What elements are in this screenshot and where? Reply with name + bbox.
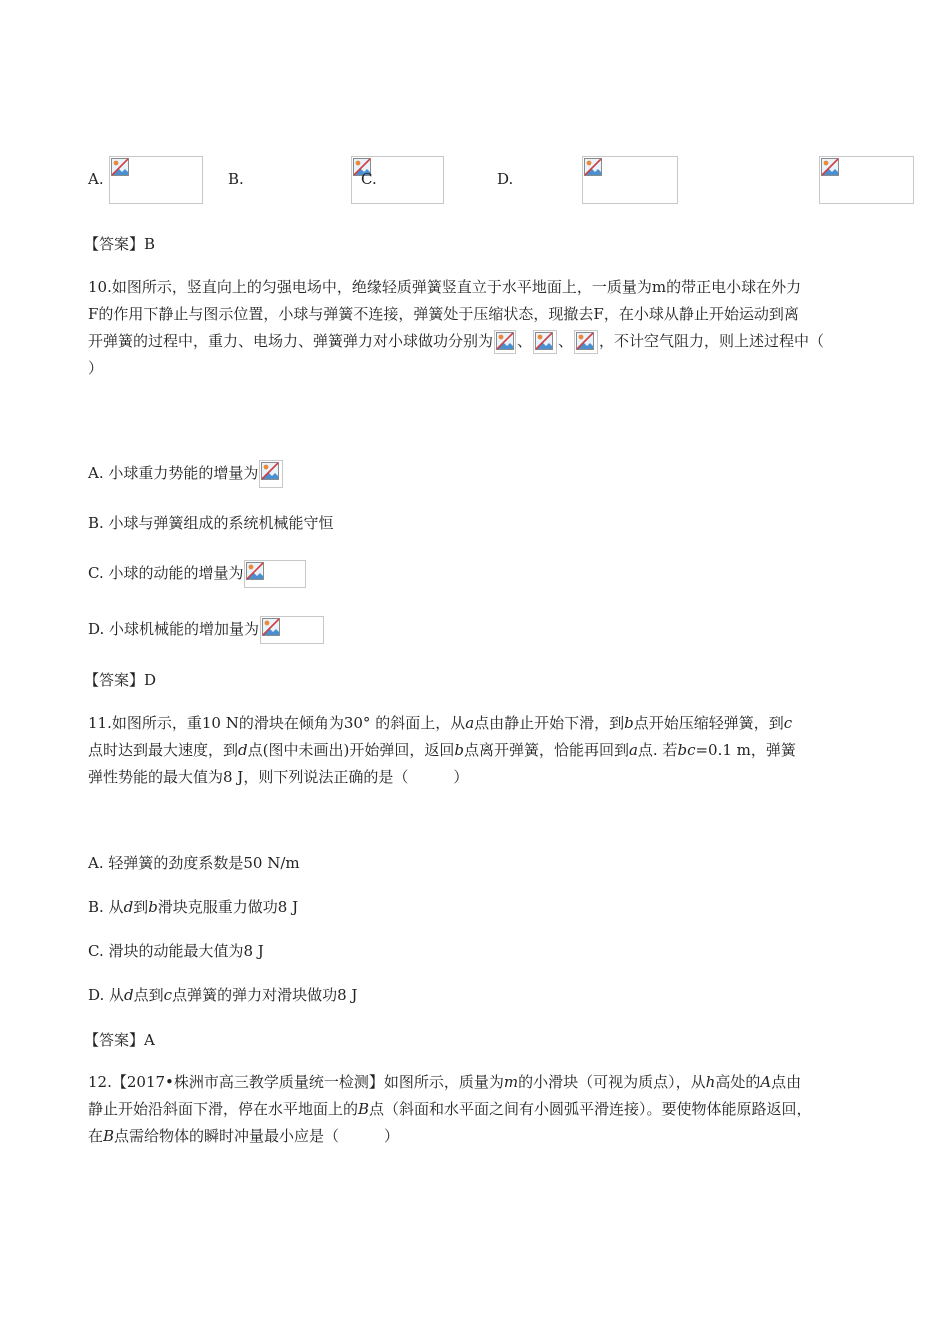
q10-option-a: A. 小球重力势能的增量为: [88, 460, 868, 488]
broken-image-icon: [496, 332, 514, 350]
broken-image-icon: [261, 462, 279, 480]
q10-option-d-image: [260, 616, 324, 644]
q9-option-d-image: [819, 156, 914, 204]
q12-stem: 12.【2017•株洲市高三教学质量统一检测】如图所示，质量为m的小滑块（可视为质点），从h高处的A点由 静止开始沿斜面下滑，停在水平地面上的B点（斜面和水平面之间有小圆弧平滑连接）。要使物体能原路返回， 在B点需给物体的瞬时冲量最小应是（ ）: [88, 1073, 812, 1145]
q11-option-a: A. 轻弹簧的劲度系数是50 N/m: [88, 854, 300, 872]
answer-label: 【答案】: [84, 235, 145, 253]
answer-value: D: [144, 671, 157, 689]
q11-option-c: C. 滑块的动能最大值为8 J: [88, 942, 264, 960]
work-gravity-image: [494, 330, 516, 354]
q9-option-a-image: [109, 156, 203, 204]
work-electric-image: [533, 330, 557, 354]
answer-label: 【答案】: [84, 671, 145, 689]
answer-value: A: [144, 1031, 155, 1049]
q9-answer: [84, 233, 155, 254]
q11-stem: 11.如图所示，重10 N的滑块在倾角为30° 的斜面上，从a点由静止开始下滑，到b点开始压缩轻弹簧，到c 点时达到最大速度，到d点(图中未画出)开始弹回，返回b点离开弹簧，恰能再回到a点. 若bc=0.1 m，弹簧 弹性势能的最大值为8 J，则下列说法正确的是（ ）: [88, 714, 796, 786]
q10-stem: 10.如图所示，竖直向上的匀强电场中，绝缘轻质弹簧竖直立于水平地面上，一质量为m的带正电小球在外力 F的作用下静止与图示位置，小球与弹簧不连接，弹簧处于压缩状态，现撤去F，在小球从静止开始运动到离 开弹簧的过程中，重力、电场力、弹簧弹力对小球做功分别为 、 、 ，不计空气阻力，则上述过程中（ ）: [88, 278, 825, 377]
q10-answer: [84, 669, 156, 690]
q11-answer: [84, 1029, 155, 1050]
answer-label: 【答案】: [84, 1031, 145, 1049]
broken-image-icon: [262, 618, 280, 636]
q9-option-d-label: D.: [497, 170, 514, 188]
q9-option-c-image: [582, 156, 678, 204]
broken-image-icon: [584, 158, 602, 176]
q10-option-b: B. 小球与弹簧组成的系统机械能守恒: [88, 514, 334, 532]
q10-option-c: C. 小球的动能的增量为: [88, 560, 868, 588]
q9-option-a-label: A.: [88, 170, 104, 188]
work-spring-image: [574, 330, 598, 354]
q9-option-c-label: C.: [361, 170, 377, 188]
q9-option-b-label: B.: [228, 170, 244, 188]
q11-option-b: B. 从d到b滑块克服重力做功8 J: [88, 898, 299, 916]
q10-option-d: D. 小球机械能的增加量为: [88, 616, 868, 644]
broken-image-icon: [821, 158, 839, 176]
q10-option-c-image: [244, 560, 306, 588]
answer-value: B: [144, 235, 156, 253]
broken-image-icon: [246, 562, 264, 580]
q11-option-d: D. 从d点到c点弹簧的弹力对滑块做功8 J: [88, 986, 358, 1004]
q10-option-a-image: [259, 460, 283, 488]
broken-image-icon: [535, 332, 553, 350]
broken-image-icon: [576, 332, 594, 350]
broken-image-icon: [111, 158, 129, 176]
